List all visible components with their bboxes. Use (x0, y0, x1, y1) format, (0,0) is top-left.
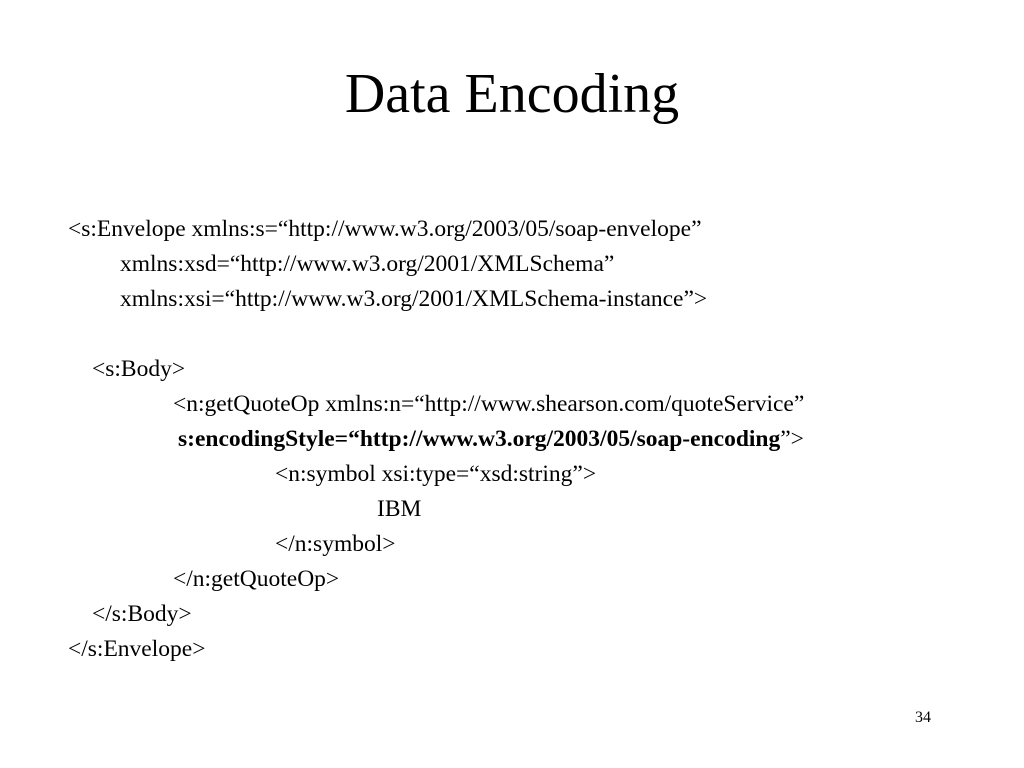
code-line-symbol-open: <n:symbol xsi:type=“xsd:string”> (275, 461, 597, 487)
code-line-symbol-value: IBM (377, 496, 422, 522)
code-line-symbol-close: </n:symbol> (275, 531, 396, 557)
soap-xml-code-block (0, 212, 1024, 660)
code-line-encoding-style (178, 422, 804, 456)
code-line-getquoteop-close: </n:getQuoteOp> (173, 566, 340, 592)
slide-title: Data Encoding (344, 63, 680, 125)
encoding-style-close: ”> (780, 426, 804, 452)
code-line-xmlns-xsd: xmlns:xsd=“http://www.w3.org/2001/XMLSchema” (120, 251, 615, 277)
code-line-xmlns-xsi: xmlns:xsi=“http://www.w3.org/2001/XMLSchema-instance”> (120, 286, 708, 312)
code-line-body-open: <s:Body> (92, 356, 186, 382)
code-line-envelope-open: <s:Envelope xmlns:s=“http://www.w3.org/2003/05/soap-envelope” (68, 216, 702, 242)
code-line-getquoteop-open: <n:getQuoteOp xmlns:n=“http://www.shearson.com/quoteService” (173, 391, 805, 417)
encoding-style-attribute: s:encodingStyle=“http://www.w3.org/2003/05/soap-encoding (178, 426, 781, 452)
code-line-envelope-close: </s:Envelope> (68, 636, 206, 662)
code-line-body-close: </s:Body> (92, 601, 192, 627)
page-number: 34 (915, 709, 931, 726)
